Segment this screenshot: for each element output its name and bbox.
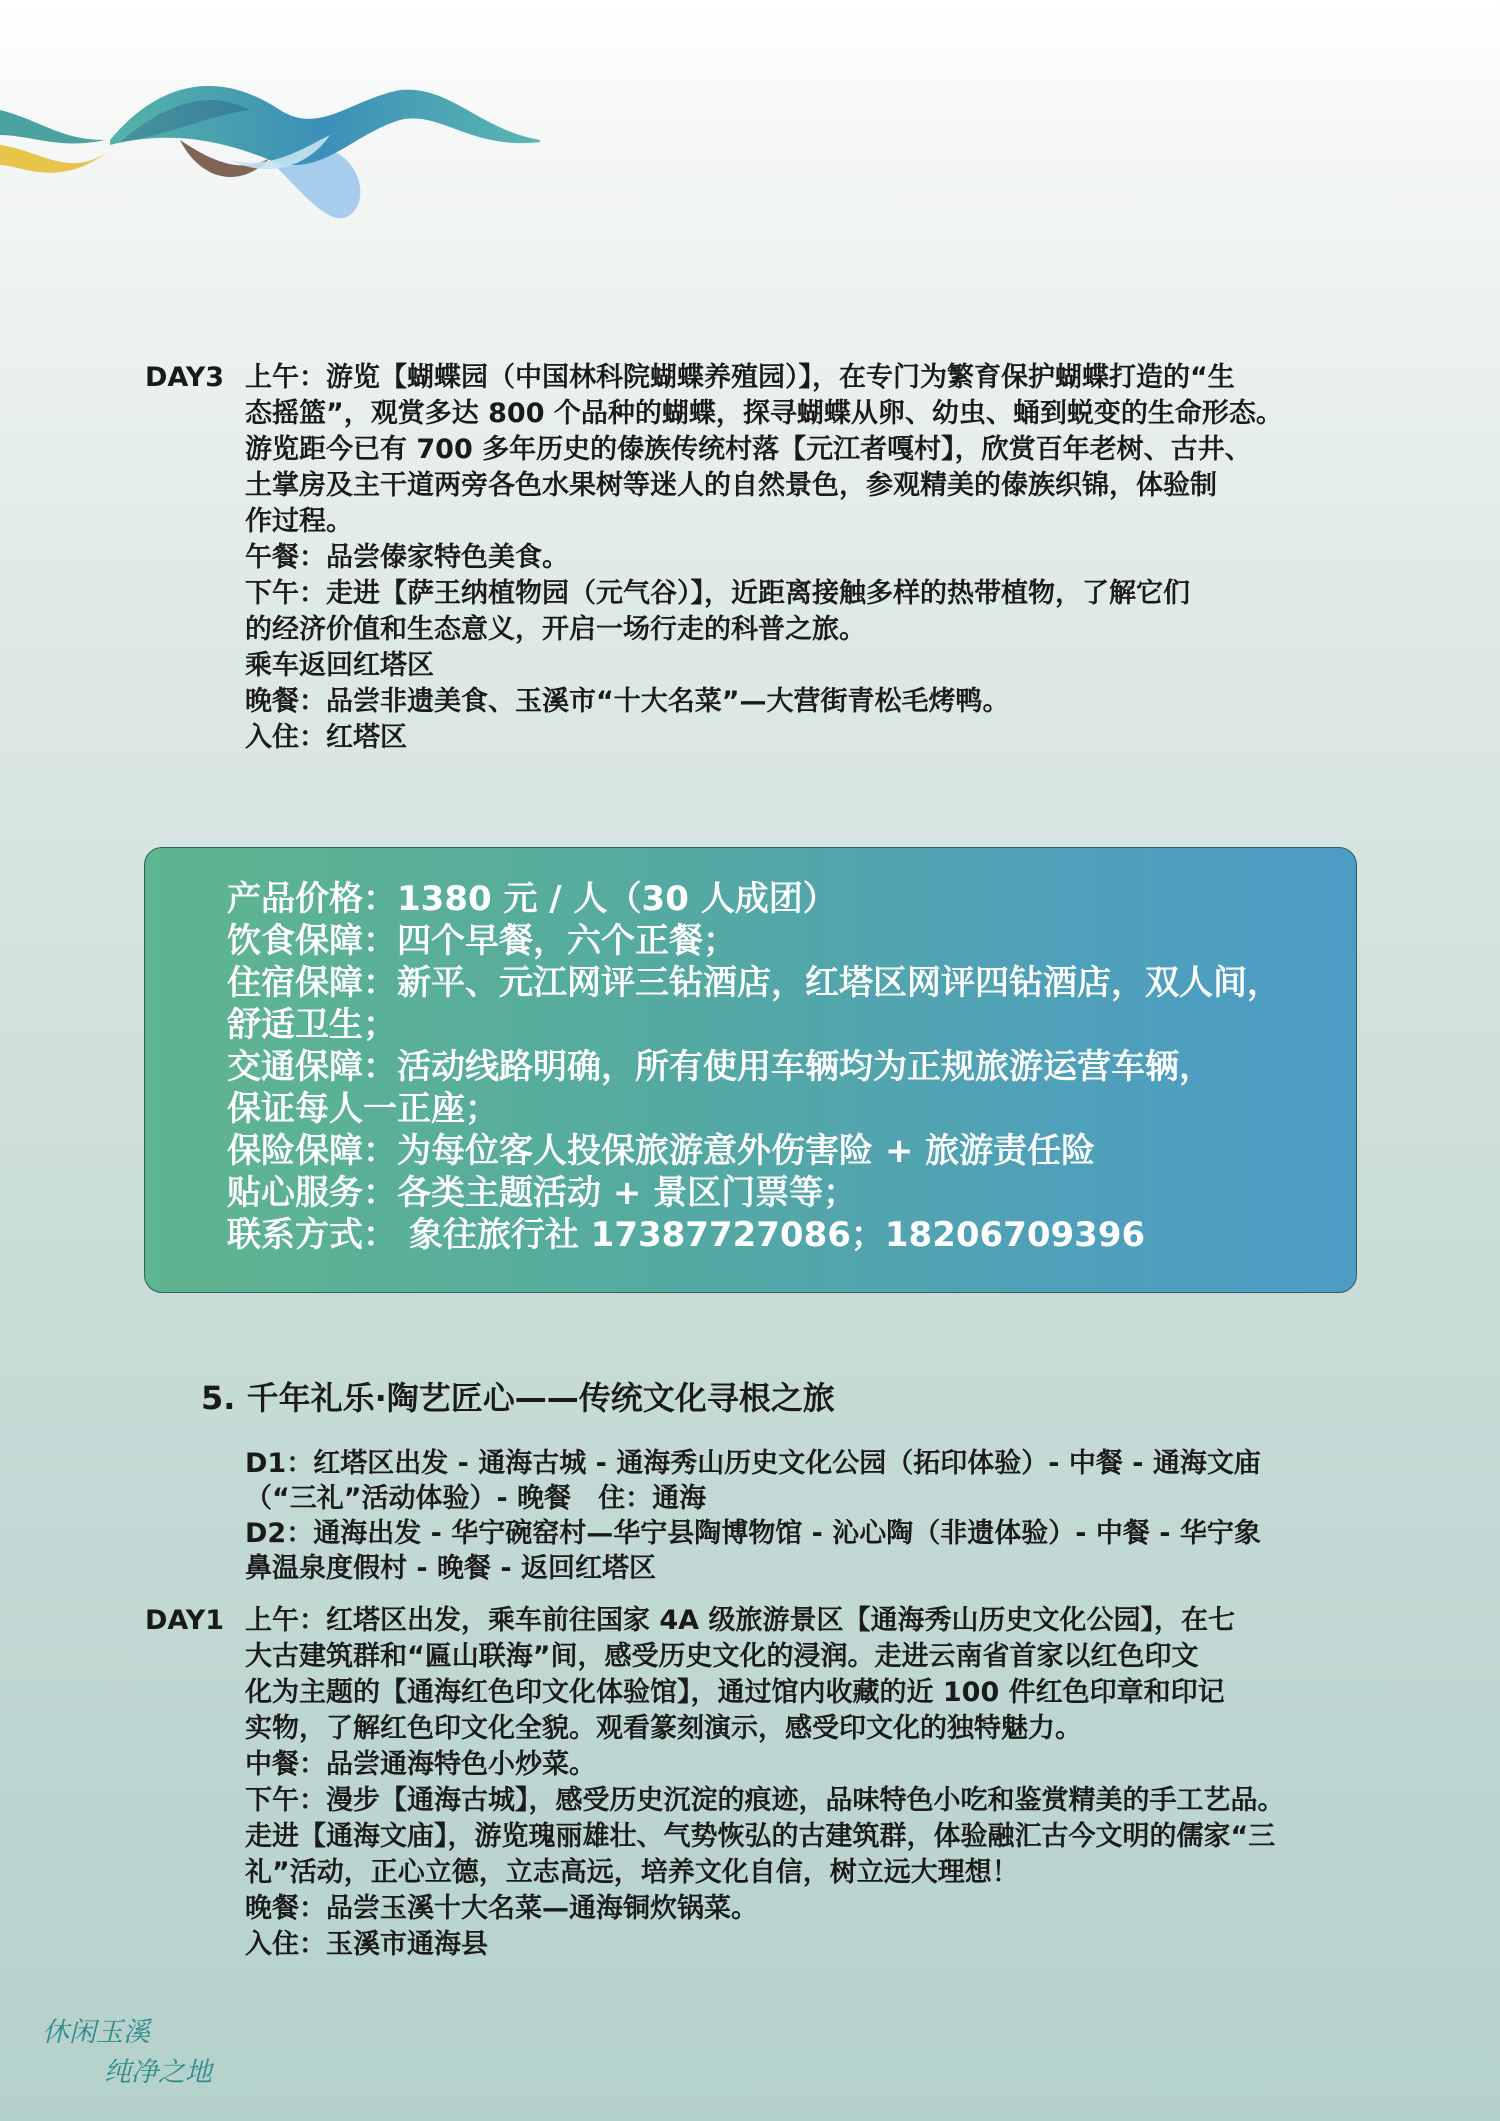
day1-body — [245, 1603, 1500, 1963]
section-title: 5. 千年礼乐·陶艺匠心——传统文化寻根之旅 — [201, 1379, 835, 1417]
itinerary-line: 晚餐：品尝非遗美食、玉溪市“十大名菜”—大营街青松毛烤鸭。 — [245, 686, 1010, 717]
lodging-line-cont: 舒适卫生； — [227, 1005, 397, 1045]
price-info-box — [144, 847, 1357, 1293]
itinerary-line: 土掌房及主干道两旁各色水果树等迷人的自然景色，参观精美的傣族织锦，体验制 — [245, 470, 1217, 501]
route-line: （“三礼”活动体验）- 晚餐 住：通海 — [245, 1483, 707, 1514]
itinerary-line: 礼”活动，正心立德，立志高远，培养文化自信，树立远大理想！ — [245, 1857, 1019, 1888]
route-line: D2：通海出发 - 华宁碗窑村—华宁县陶博物馆 - 沁心陶（非遗体验）- 中餐 - 华宁象 — [245, 1518, 1261, 1549]
day-label: DAY3 — [145, 362, 225, 393]
itinerary-line: 下午：走进【萨王纳植物园（元气谷）】，近距离接触多样的热带植物，了解它们 — [245, 578, 1190, 609]
itinerary-line: 中餐：品尝通海特色小炒菜。 — [245, 1749, 596, 1780]
day3-body — [245, 360, 1500, 756]
route-line: D1：红塔区出发 - 通海古城 - 通海秀山历史文化公园（拓印体验）- 中餐 - 通海文庙 — [245, 1448, 1261, 1479]
itinerary-line: 入住：玉溪市通海县 — [245, 1929, 488, 1960]
itinerary-line: 大古建筑群和“匾山联海”间，感受历史文化的浸润。走进云南省首家以红色印文 — [245, 1641, 1199, 1672]
itinerary-line: 午餐：品尝傣家特色美食。 — [245, 542, 569, 573]
itinerary-line: 乘车返回红塔区 — [245, 650, 434, 681]
itinerary-line: 的经济价值和生态意义，开启一场行走的科普之旅。 — [245, 614, 866, 645]
contact-line: 联系方式： 象往旅行社 17387727086；18206709396 — [227, 1215, 1146, 1255]
price-line: 产品价格：1380 元 / 人（30 人成团） — [227, 879, 837, 919]
insurance-line: 保险保障：为每位客人投保旅游意外伤害险 + 旅游责任险 — [227, 1131, 1096, 1171]
logo-line-2: 纯净之地 — [104, 2057, 212, 2088]
service-line: 贴心服务：各类主题活动 + 景区门票等； — [227, 1173, 858, 1213]
itinerary-line: 态摇篮”，观赏多达 800 个品种的蝴蝶，探寻蝴蝶从卵、幼虫、蛹到蜕变的生命形态。 — [245, 398, 1283, 429]
itinerary-line: 入住：红塔区 — [245, 722, 407, 753]
itinerary-line: 走进【通海文庙】，游览瑰丽雄壮、气势恢弘的古建筑群，体验融汇古今文明的儒家“三 — [245, 1821, 1276, 1852]
route-line: 鼻温泉度假村 - 晚餐 - 返回红塔区 — [245, 1553, 657, 1584]
itinerary-line: 游览距今已有 700 多年历史的傣族传统村落【元江者嘎村】，欣赏百年老树、古井、 — [245, 434, 1252, 465]
itinerary-line: 化为主题的【通海红色印文化体验馆】，通过馆内收藏的近 100 件红色印章和印记 — [245, 1677, 1225, 1708]
footer-logo — [42, 2010, 242, 2090]
itinerary-line: 实物，了解红色印文化全貌。观看篆刻演示，感受印文化的独特魅力。 — [245, 1713, 1082, 1744]
itinerary-line: 上午：红塔区出发，乘车前往国家 4A 级旅游景区【通海秀山历史文化公园】，在七 — [245, 1605, 1235, 1636]
logo-line-1: 休闲玉溪 — [42, 2017, 150, 2048]
itinerary-line: 上午：游览【蝴蝶园（中国林科院蝴蝶养殖园）】，在专门为繁育保护蝴蝶打造的“生 — [245, 362, 1235, 393]
transport-line: 交通保障：活动线路明确，所有使用车辆均为正规旅游运营车辆， — [227, 1047, 1213, 1087]
route-summary — [245, 1446, 1360, 1586]
itinerary-line: 下午：漫步【通海古城】，感受历史沉淀的痕迹，品味特色小吃和鉴赏精美的手工艺品。 — [245, 1785, 1285, 1816]
decorative-wave-graphic — [0, 40, 560, 240]
transport-line-cont: 保证每人一正座； — [227, 1089, 499, 1129]
itinerary-line: 作过程。 — [245, 506, 353, 537]
meal-line: 饮食保障：四个早餐，六个正餐； — [227, 921, 737, 961]
day-label: DAY1 — [145, 1605, 225, 1636]
lodging-line: 住宿保障：新平、元江网评三钻酒店，红塔区网评四钻酒店，双人间， — [227, 963, 1281, 1003]
itinerary-line: 晚餐：品尝玉溪十大名菜—通海铜炊锅菜。 — [245, 1893, 758, 1924]
